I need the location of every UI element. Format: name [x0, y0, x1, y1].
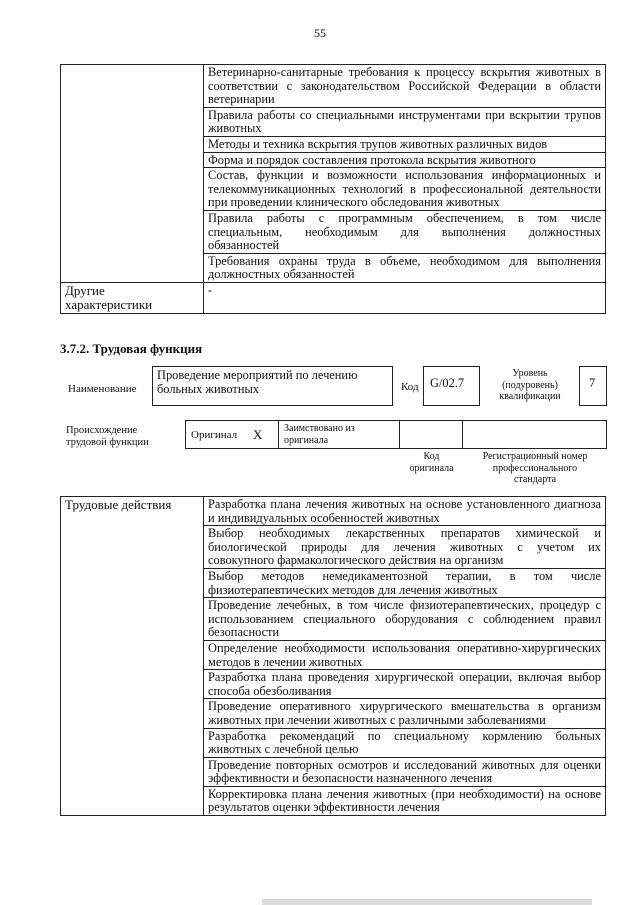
cell-line: использованием специального оборудования с соблюдением правил [208, 611, 601, 626]
labor-action-cell [204, 786, 606, 815]
original-mark: X [253, 427, 263, 442]
cell-line: совокупного фармакологического действия на организм [208, 553, 504, 568]
cell-line: способа обезболивания [208, 683, 332, 698]
reg-number-field [463, 420, 607, 449]
labor-actions-label: Трудовые действия [61, 497, 204, 816]
cell-line: обязанностей [208, 238, 280, 253]
table-row [61, 210, 606, 253]
labor-actions-table [60, 496, 606, 816]
labor-action-cell [204, 526, 606, 569]
cell-line: должностных обязанностей [208, 267, 355, 282]
borrowed-cell: Заимствовано из оригинала [278, 420, 400, 449]
cell-line: методов в лечении животных [208, 654, 363, 669]
cell-line: Состав, функции и возможности использования информационных и [208, 168, 601, 183]
cell-line: Корректировка плана лечения животных (при необходимости) на основе [208, 786, 601, 801]
cell-line: Проведение оперативного хирургического вмешательства в организм [208, 699, 601, 714]
labor-action-cell [204, 670, 606, 699]
cell-line: Проведение повторных осмотров и исследований животных для оценки [208, 757, 601, 772]
origin-label: Происхождение трудовой функции [66, 425, 149, 448]
cell-line: Ветеринарно-санитарные требования к процессу вскрытия животных в [208, 65, 601, 79]
code-field: G/02.7 [423, 366, 480, 406]
other-value-cell: - [204, 282, 606, 313]
reg-number-label: Регистрационный номер профессионального стандарта [482, 451, 588, 485]
level-label: Уровень (подуровень) квалификации [499, 368, 561, 402]
other-label-line: Другие [65, 282, 105, 298]
cell-line: животных [208, 121, 262, 136]
row-text-cell [204, 65, 606, 108]
code-original-label: Код оригинала [409, 451, 454, 474]
cell-line: биологической природы для лечения животных с учетом их [208, 539, 601, 554]
cell-line: Выбор необходимых лекарственных препаратов химической и [208, 526, 601, 541]
row-label-cell [61, 168, 204, 211]
labor-action-cell [204, 497, 606, 526]
scan-edge [262, 899, 592, 905]
row-label-cell [61, 253, 204, 282]
cell-line: Форма и порядок составления протокола вскрытия животного [208, 152, 536, 167]
cell-line: и индивидуальных особенностей животных [208, 510, 440, 525]
cell-line: Разработка плана проведения хирургической операции, включая выбор [208, 670, 601, 685]
level-field: 7 [579, 366, 607, 406]
table-row [61, 497, 606, 526]
section-title: 3.7.2. Трудовая функция [60, 341, 203, 356]
row-text-cell [204, 136, 606, 152]
row-label-cell [61, 107, 204, 136]
labor-action-cell [204, 598, 606, 641]
table-row [61, 152, 606, 168]
cell-line: соответствии с законодательством Российской Федерации в области [208, 78, 601, 93]
cell-line: при проведении клинического обследования животных [208, 195, 500, 210]
row-label-cell [61, 210, 204, 253]
row-text-cell [204, 253, 606, 282]
cell-line: Проведение лечебных, в том числе физиотерапевтических, процедур с [208, 598, 601, 613]
cell-line: животных при лечении животных с различными заболеваниями [208, 712, 546, 727]
row-text-cell [204, 168, 606, 211]
code-original-field [400, 420, 463, 449]
cell-line: Разработка рекомендаций по специальному кормлению больных [208, 728, 601, 743]
row-text-cell [204, 152, 606, 168]
cell-line: Правила работы со специальными инструментами при вскрытии трупов [208, 107, 601, 122]
table-row-other [61, 282, 606, 313]
cell-line: Определение необходимости использования оперативно-хирургических [208, 640, 601, 655]
original-label: Оригинал [191, 429, 238, 441]
labor-action-cell [204, 728, 606, 757]
cell-line: безопасности [208, 625, 280, 640]
labor-action-cell [204, 640, 606, 669]
cell-line: Правила работы с программным обеспечением, в том числе [208, 210, 601, 225]
cell-line: Методы и техника вскрытия трупов животных различных видов [208, 136, 548, 151]
cell-line: специальным, необходимым для выполнения должностных [208, 224, 601, 239]
cell-line: Разработка плана лечения животных на основе установленного диагноза [208, 497, 601, 511]
other-label-cell [61, 282, 204, 313]
cell-line: эффективности и безопасности назначенного лечения [208, 771, 493, 786]
labor-action-cell [204, 699, 606, 728]
table-row [61, 107, 606, 136]
code-label: Код [401, 381, 419, 393]
cell-line: Выбор методов немедикаментозной терапии, в том числе [208, 568, 601, 583]
cell-line: Требования охраны труда в объеме, необходимом для выполнения [208, 253, 601, 268]
cell-line: ветеринарии [208, 92, 275, 107]
function-name-field: Проведение мероприятий по лечению больных животных [152, 366, 393, 406]
table-row [61, 65, 606, 108]
cell-line: результатов оценки эффективности лечения [208, 800, 440, 815]
page-number: 55 [314, 26, 326, 40]
cell-line: телекоммуникационных технологий в профессиональной деятельности [208, 181, 601, 196]
labor-action-cell [204, 757, 606, 786]
name-label: Наименование [68, 383, 137, 395]
table-row [61, 136, 606, 152]
table-row [61, 168, 606, 211]
row-text-cell [204, 107, 606, 136]
original-cell [185, 420, 278, 449]
row-label-cell [61, 152, 204, 168]
row-label-cell [61, 136, 204, 152]
cell-line: физиотерапевтических методов для лечения животных [208, 582, 498, 597]
table-row [61, 253, 606, 282]
other-label-line: характеристики [65, 297, 153, 313]
knowledge-table [60, 64, 606, 314]
cell-line: животных с лечебной целью [208, 742, 359, 757]
labor-action-cell [204, 568, 606, 597]
row-text-cell [204, 210, 606, 253]
row-label-cell [61, 65, 204, 108]
